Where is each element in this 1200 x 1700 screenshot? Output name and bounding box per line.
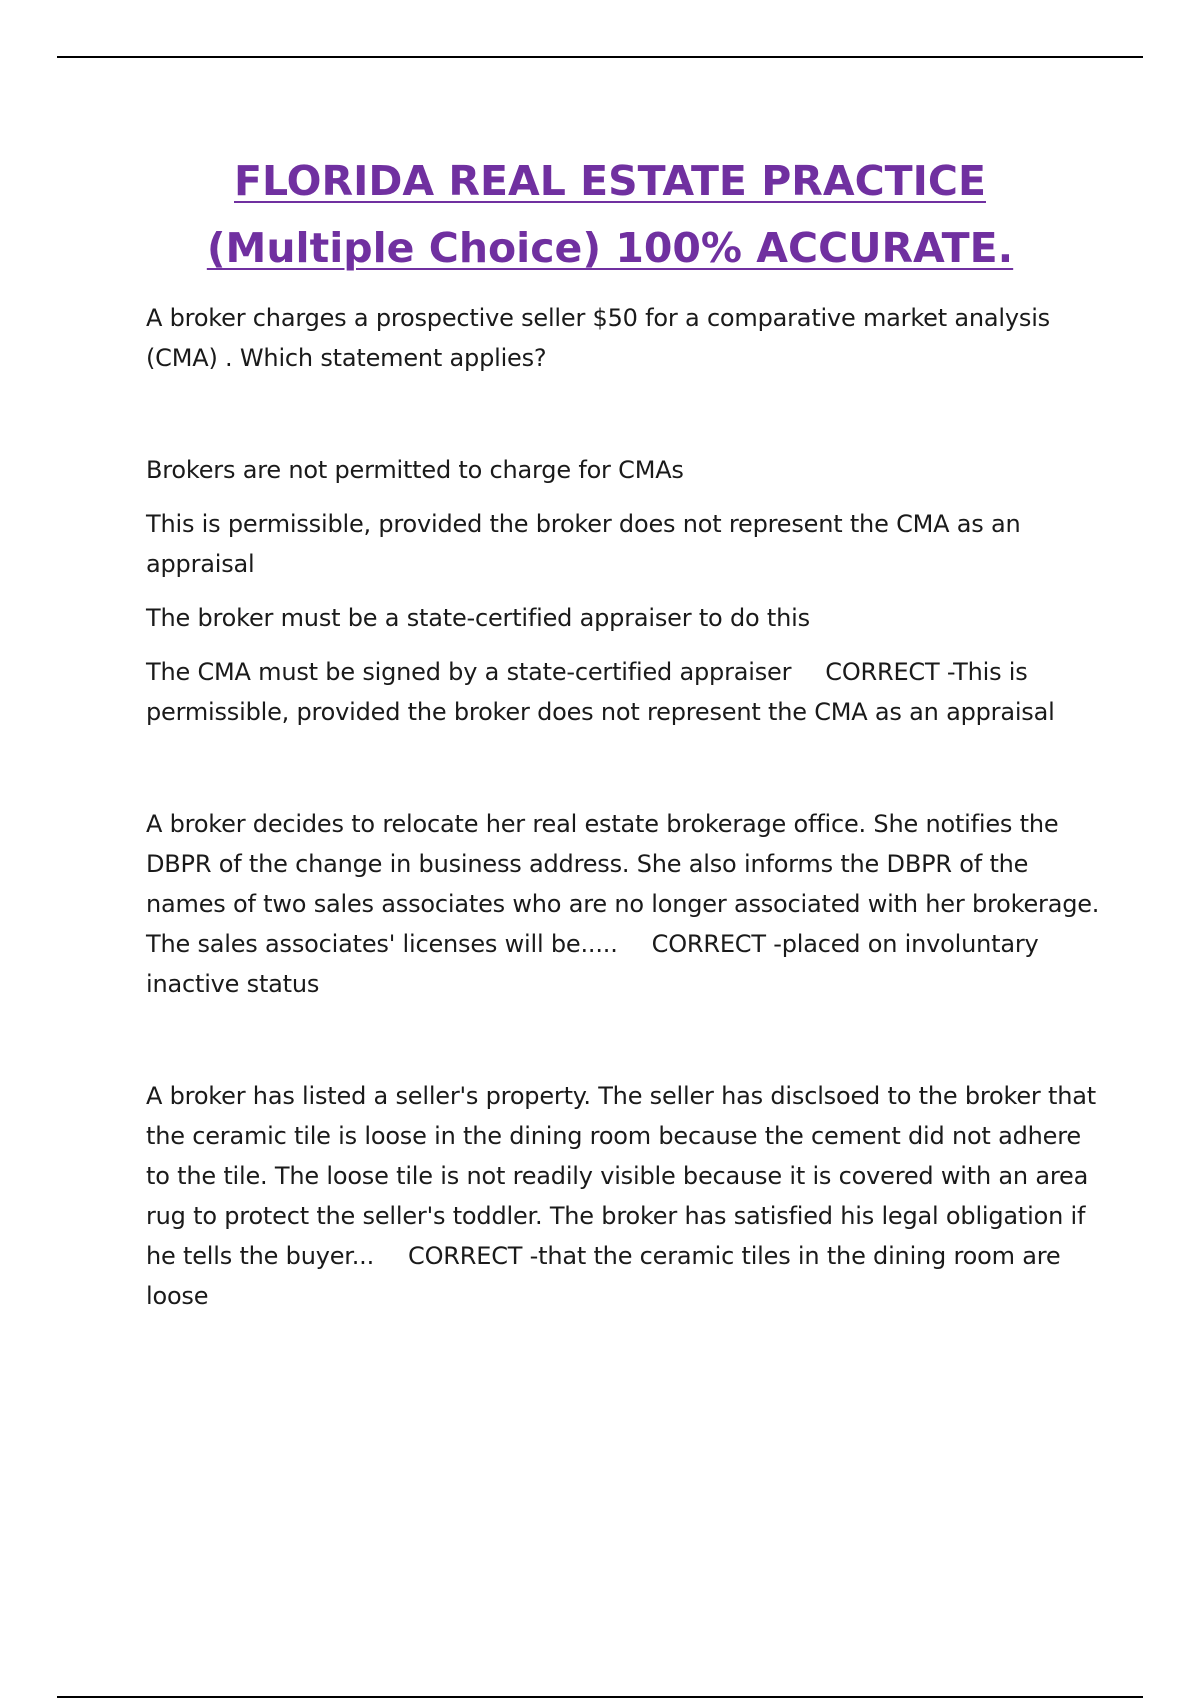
spacer — [146, 1004, 1106, 1076]
question-3-with-answer — [146, 1076, 1106, 1316]
top-rule — [57, 56, 1143, 58]
question-1-text: A broker charges a prospective seller $50 for a comparative market analysis (CMA) . Which statement applies? — [146, 304, 1050, 372]
question-1-option-4: The CMA must be signed by a state-certified appraiser — [146, 658, 792, 686]
spacer — [146, 732, 1106, 804]
question-3-answer: CORRECT -that the ceramic tiles in the dining room are loose — [146, 1242, 1061, 1310]
question-1-option-1: Brokers are not permitted to charge for CMAs — [146, 456, 684, 484]
document-title: FLORIDA REAL ESTATE PRACTICE (Multiple Choice) 100% ACCURATE. — [206, 157, 1014, 272]
spacer — [146, 378, 1106, 450]
question-1-option-3: The broker must be a state-certified appraiser to do this — [146, 604, 810, 632]
question-3-text: A broker has listed a seller's property. The seller has disclsoed to the broker that the ceramic tile is loose in the dining room because the cement did not adhere to the tile. The loose tile is not readily visible because it is covered with an area rug to protect the seller's toddler. The broker has satisfied his legal obligation if he tells the buyer... — [146, 1082, 1096, 1270]
bottom-rule — [57, 1696, 1143, 1698]
question-1-answer: CORRECT -This is permissible, provided the broker does not represent the CMA as an appraisal — [146, 658, 1055, 726]
question-1-option-2: This is permissible, provided the broker does not represent the CMA as an appraisal — [146, 510, 1021, 578]
question-1-option-4-with-answer — [146, 652, 1106, 732]
question-2-answer: CORRECT -placed on involuntary inactive status — [146, 930, 1039, 998]
document-body — [146, 298, 1106, 1316]
question-2-with-answer — [146, 804, 1106, 1004]
question-2-text: A broker decides to relocate her real estate brokerage office. She notifies the DBPR of the change in business address. She also informs the DBPR of the names of two sales associates who are no longer associated with her brokerage. The sales associates' licenses will be..... — [146, 810, 1100, 958]
